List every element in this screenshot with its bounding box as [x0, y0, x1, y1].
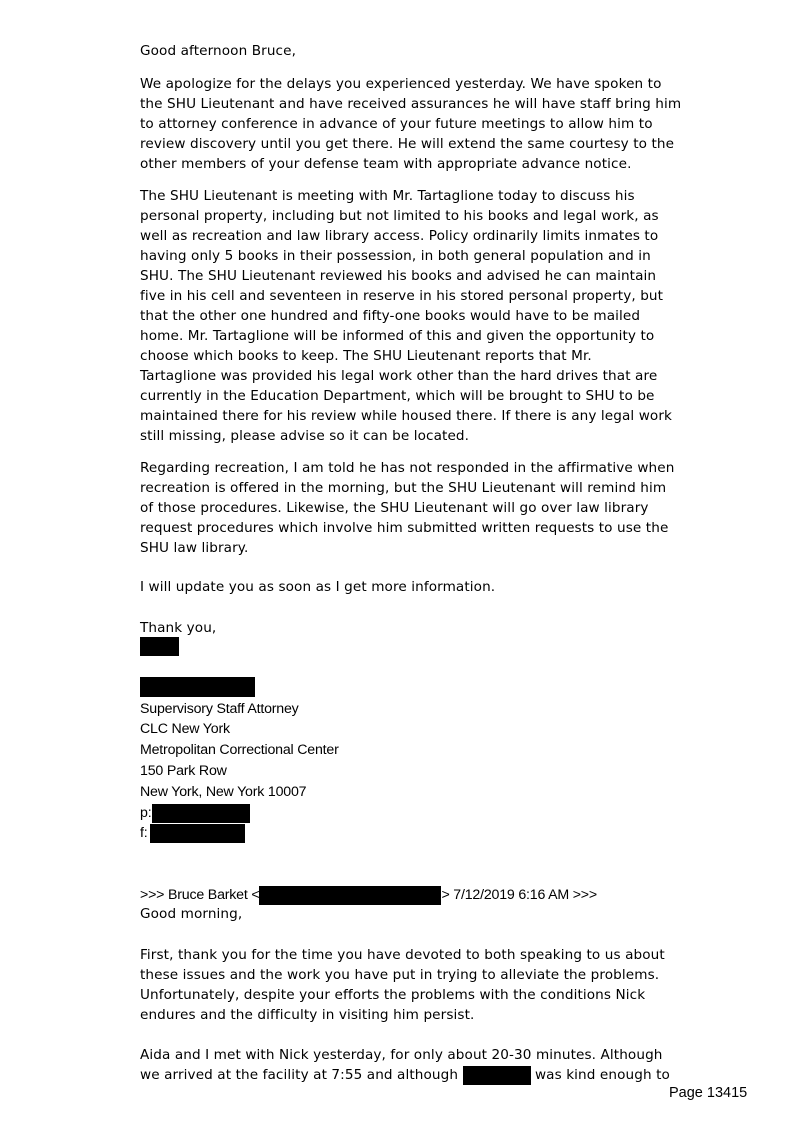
para2-line: SHU. The SHU Lieutenant reviewed his books and advised he can maintain [140, 268, 657, 284]
para1-line: We apologize for the delays you experienced yesterday. We have spoken to [140, 76, 662, 92]
redaction-bar [140, 677, 255, 697]
para2-line: still missing, please advise so it can be located. [140, 428, 470, 444]
para2-line: maintained there for his review while housed there. If there is any legal work [140, 408, 673, 424]
para3-line: recreation is offered in the morning, but the SHU Lieutenant will remind him [140, 480, 667, 496]
redaction-bar [150, 824, 245, 843]
quoted-greeting: Good morning, [140, 906, 243, 922]
quoted-para2-text: was kind enough to [534, 1067, 670, 1083]
update-line: I will update you as soon as I get more information. [140, 579, 496, 595]
para2-line: The SHU Lieutenant is meeting with Mr. Tartaglione today to discuss his [140, 188, 635, 204]
signature-title: Supervisory Staff Attorney [140, 701, 299, 717]
signature-facility: Metropolitan Correctional Center [140, 742, 339, 758]
para3-line: Regarding recreation, I am told he has not responded in the affirmative when [140, 460, 675, 476]
para1-line: other members of your defense team with appropriate advance notice. [140, 156, 632, 172]
quoted-header-suffix: > 7/12/2019 6:16 AM >>> [441, 887, 597, 903]
para1-line: review discovery until you get there. He will extend the same courtesy to the [140, 136, 675, 152]
para2-line: choose which books to keep. The SHU Lieutenant reports that Mr. [140, 348, 592, 364]
signature-phone [140, 803, 250, 823]
para2-line: having only 5 books in their possession, in both general population and in [140, 248, 651, 264]
para2-line: Tartaglione was provided his legal work other than the hard drives that are [140, 368, 658, 384]
para2-line: home. Mr. Tartaglione will be informed of this and given the opportunity to [140, 328, 655, 344]
quoted-para2-line [140, 1065, 670, 1085]
para2-line: well as recreation and law library access. Policy ordinarily limits inmates to [140, 228, 659, 244]
para2-line: five in his cell and seventeen in reserve in his stored personal property, but [140, 288, 664, 304]
quoted-para2-line: Aida and I met with Nick yesterday, for only about 20-30 minutes. Although [140, 1047, 663, 1063]
signature-city: New York, New York 10007 [140, 784, 307, 800]
quoted-header-prefix: >>> Bruce Barket < [140, 887, 260, 903]
redaction-bar [463, 1066, 531, 1085]
signature-fax [140, 823, 245, 843]
phone-label: p: [140, 805, 152, 821]
para3-line: SHU law library. [140, 540, 249, 556]
redaction-bar [152, 804, 250, 823]
para2-line: that the other one hundred and fifty-one books would have to be mailed [140, 308, 641, 324]
para3-line: of those procedures. Likewise, the SHU Lieutenant will go over law library [140, 500, 649, 516]
quoted-para1-line: First, thank you for the time you have devoted to both speaking to us about [140, 947, 665, 963]
para1-line: to attorney conference in advance of your future meetings to allow him to [140, 116, 653, 132]
para2-line: personal property, including but not limited to his books and legal work, as [140, 208, 659, 224]
para1-line: the SHU Lieutenant and have received assurances he will have staff bring him [140, 96, 682, 112]
quoted-para1-line: these issues and the work you have put in trying to alleviate the problems. [140, 967, 660, 983]
signature-org: CLC New York [140, 721, 230, 737]
closing: Thank you, [140, 620, 217, 636]
redaction-bar [259, 886, 441, 905]
quoted-para2-text: we arrived at the facility at 7:55 and although [140, 1067, 459, 1083]
page-number: Page 13415 [669, 1085, 748, 1101]
para3-line: request procedures which involve him submitted written requests to use the [140, 520, 669, 536]
greeting: Good afternoon Bruce, [140, 43, 297, 59]
redaction-bar [140, 637, 179, 656]
fax-label: f: [140, 825, 148, 841]
signature-street: 150 Park Row [140, 763, 227, 779]
quoted-header [140, 885, 597, 905]
quoted-para1-line: endures and the difficulty in visiting him persist. [140, 1007, 475, 1023]
para2-line: currently in the Education Department, which will be brought to SHU to be [140, 388, 655, 404]
quoted-para1-line: Unfortunately, despite your efforts the problems with the conditions Nick [140, 987, 646, 1003]
